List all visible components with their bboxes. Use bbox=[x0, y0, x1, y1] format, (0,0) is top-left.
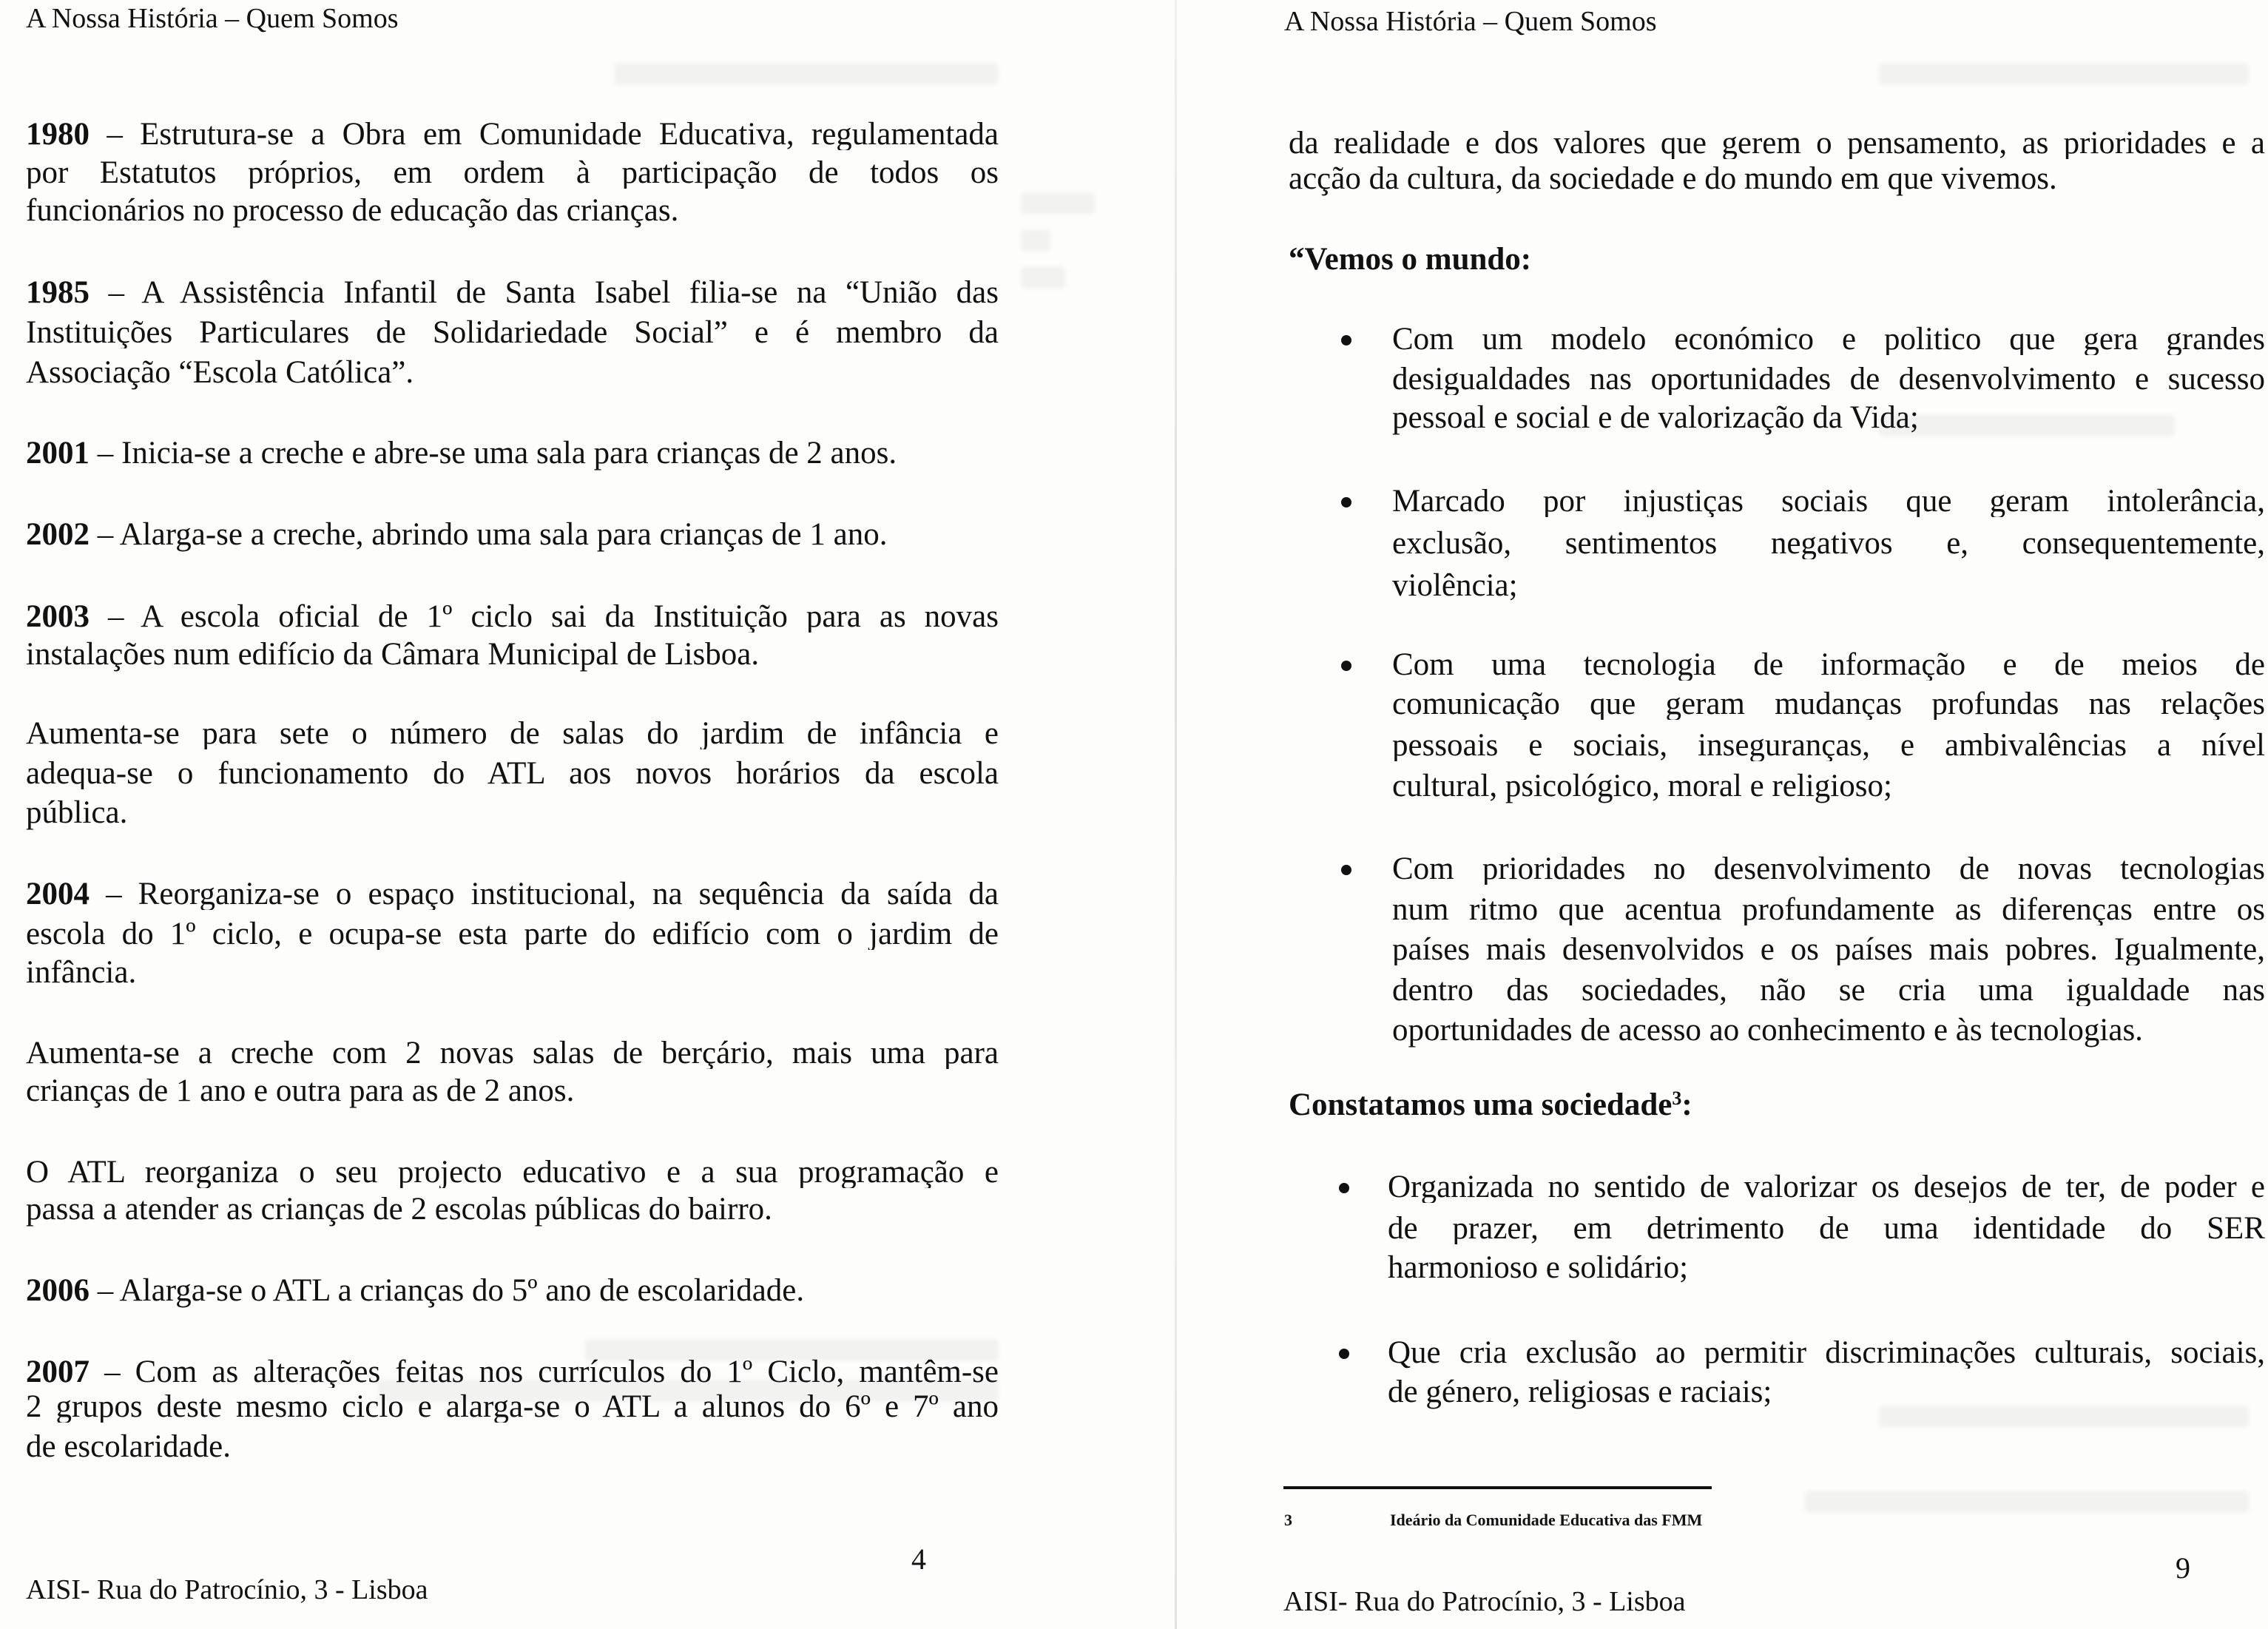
line-text: – Estrutura-se a Obra em Comunidade Educativa, regulamentada bbox=[90, 118, 999, 150]
text-line: Com prioridades no desenvolvimento de novas tecnologias bbox=[1392, 853, 2265, 885]
page-footer: AISI- Rua do Patrocínio, 3 - Lisboa bbox=[1283, 1586, 1686, 1617]
text-line: pública. bbox=[26, 795, 128, 830]
text-line: adequa-se o funcionamento do ATL aos novos horários da escola bbox=[26, 758, 999, 789]
year-label: 2004 bbox=[26, 878, 90, 910]
text-line: passa a atender as crianças de 2 escolas públicas do bairro. bbox=[26, 1192, 772, 1227]
heading-text: Constatamos uma sociedade bbox=[1289, 1087, 1673, 1122]
text-line bbox=[26, 1275, 804, 1306]
right-page bbox=[1184, 0, 2268, 1629]
text-line: Aumenta-se a creche com 2 novas salas de berçário, mais uma para bbox=[26, 1037, 999, 1069]
text-line: O ATL reorganiza o seu projecto educativo e a sua programação e bbox=[26, 1156, 999, 1188]
year-label: 2006 bbox=[26, 1273, 90, 1308]
text-line: por Estatutos próprios, em ordem à participação de todos os bbox=[26, 157, 999, 189]
text-line: Aumenta-se para sete o número de salas do jardim de infância e bbox=[26, 718, 999, 749]
text-line: comunicação que geram mudanças profundas nas relações bbox=[1392, 688, 2265, 720]
year-label: 2002 bbox=[26, 517, 90, 552]
text-line: exclusão, sentimentos negativos e, consequentemente, bbox=[1392, 527, 2265, 559]
text-line: Marcado por injustiças sociais que geram intolerância, bbox=[1392, 485, 2265, 517]
text-line: harmonioso e solidário; bbox=[1388, 1250, 1689, 1285]
text-line: instalações num edifício da Câmara Municipal de Lisboa. bbox=[26, 637, 760, 672]
text-line: violência; bbox=[1392, 568, 1518, 603]
line-text: – Alarga-se a creche, abrindo uma sala para crianças de 1 ano. bbox=[90, 517, 888, 552]
text-line: dentro das sociedades, não se cria uma igualdade nas bbox=[1392, 974, 2265, 1006]
text-line: escola do 1º ciclo, e ocupa-se esta parte do edifício com o jardim de bbox=[26, 918, 999, 950]
running-header: A Nossa História – Quem Somos bbox=[26, 3, 399, 34]
footnote-text: Ideário da Comunidade Educativa das FMM bbox=[1390, 1511, 1703, 1529]
text-line: crianças de 1 ano e outra para as de 2 anos. bbox=[26, 1073, 575, 1108]
year-label: 2001 bbox=[26, 436, 90, 471]
text-line: países mais desenvolvidos e os países mais pobres. Igualmente, bbox=[1392, 934, 2265, 965]
bullet-icon bbox=[1341, 497, 1351, 507]
footnote-reference[interactable]: 3 bbox=[1672, 1087, 1682, 1109]
page-number: 4 bbox=[911, 1542, 926, 1576]
book-gutter-fold bbox=[1175, 0, 1177, 1629]
year-label: 2007 bbox=[26, 1356, 90, 1388]
text-line: 2 grupos deste mesmo ciclo e alarga-se o ATL a alunos do 6º e 7º ano bbox=[26, 1391, 999, 1423]
year-label: 1980 bbox=[26, 118, 90, 150]
text-line bbox=[26, 878, 999, 910]
text-line: funcionários no processo de educação das crianças. bbox=[26, 193, 679, 228]
section-heading-constatamos bbox=[1289, 1089, 1692, 1121]
year-label: 2003 bbox=[26, 601, 90, 633]
text-line: Com uma tecnologia de informação e de meios de bbox=[1392, 649, 2265, 681]
text-line bbox=[26, 277, 999, 308]
text-line bbox=[26, 437, 897, 469]
text-line bbox=[26, 1356, 999, 1388]
line-text: – Alarga-se o ATL a crianças do 5º ano de escolaridade. bbox=[90, 1273, 805, 1308]
footnote-marker: 3 bbox=[1284, 1511, 1292, 1529]
heading-colon: : bbox=[1681, 1087, 1692, 1122]
line-text: – Com as alterações feitas nos currículos do 1º Ciclo, mantêm-se bbox=[90, 1356, 999, 1388]
text-line: de escolaridade. bbox=[26, 1429, 231, 1464]
text-line: infância. bbox=[26, 955, 137, 990]
line-text: – Reorganiza-se o espaço institucional, na sequência da saída da bbox=[90, 878, 999, 910]
text-line: Que cria exclusão ao permitir discriminações culturais, sociais, bbox=[1388, 1337, 2265, 1369]
page-number: 9 bbox=[2176, 1551, 2190, 1585]
text-line bbox=[26, 519, 887, 550]
text-line: num ritmo que acentua profundamente as diferenças entre os bbox=[1392, 894, 2265, 925]
text-line bbox=[26, 118, 999, 150]
text-line: acção da cultura, da sociedade e do mundo em que vivemos. bbox=[1289, 161, 2057, 196]
text-line: Com um modelo económico e politico que gera grandes bbox=[1392, 323, 2265, 355]
year-label: 1985 bbox=[26, 277, 90, 308]
text-line: desigualdades nas oportunidades de desenvolvimento e sucesso bbox=[1392, 363, 2265, 395]
line-text: – A escola oficial de 1º ciclo sai da Instituição para as novas bbox=[90, 601, 999, 633]
bullet-icon bbox=[1339, 1183, 1349, 1193]
text-line: oportunidades de acesso ao conhecimento e às tecnologias. bbox=[1392, 1013, 2143, 1048]
text-line: pessoal e social e de valorização da Vida; bbox=[1392, 400, 1919, 435]
text-line: de prazer, em detrimento de uma identidade do SER bbox=[1388, 1213, 2265, 1244]
bullet-icon bbox=[1341, 335, 1351, 345]
section-heading-vemos: “Vemos o mundo: bbox=[1289, 242, 1532, 277]
bullet-icon bbox=[1341, 661, 1351, 671]
line-text: – Inicia-se a creche e abre-se uma sala para crianças de 2 anos. bbox=[90, 436, 897, 471]
text-line: Organizada no sentido de valorizar os desejos de ter, de poder e bbox=[1388, 1171, 2265, 1203]
bullet-icon bbox=[1339, 1349, 1349, 1359]
footnote-separator bbox=[1283, 1486, 1712, 1489]
text-line: da realidade e dos valores que gerem o pensamento, as prioridades e a bbox=[1289, 127, 2265, 159]
text-line: pessoais e sociais, inseguranças, e ambivalências a nível bbox=[1392, 729, 2265, 761]
text-line: de género, religiosas e raciais; bbox=[1388, 1375, 1772, 1409]
text-line: cultural, psicológico, moral e religioso; bbox=[1392, 769, 1892, 803]
text-line: Associação “Escola Católica”. bbox=[26, 355, 414, 390]
running-header: A Nossa História – Quem Somos bbox=[1284, 6, 1657, 37]
line-text: – A Assistência Infantil de Santa Isabel filia-se na “União das bbox=[90, 277, 999, 308]
text-line: Instituições Particulares de Solidariedade Social” e é membro da bbox=[26, 317, 999, 348]
text-line bbox=[26, 601, 999, 633]
bullet-icon bbox=[1341, 865, 1351, 875]
page-footer: AISI- Rua do Patrocínio, 3 - Lisboa bbox=[26, 1574, 428, 1605]
